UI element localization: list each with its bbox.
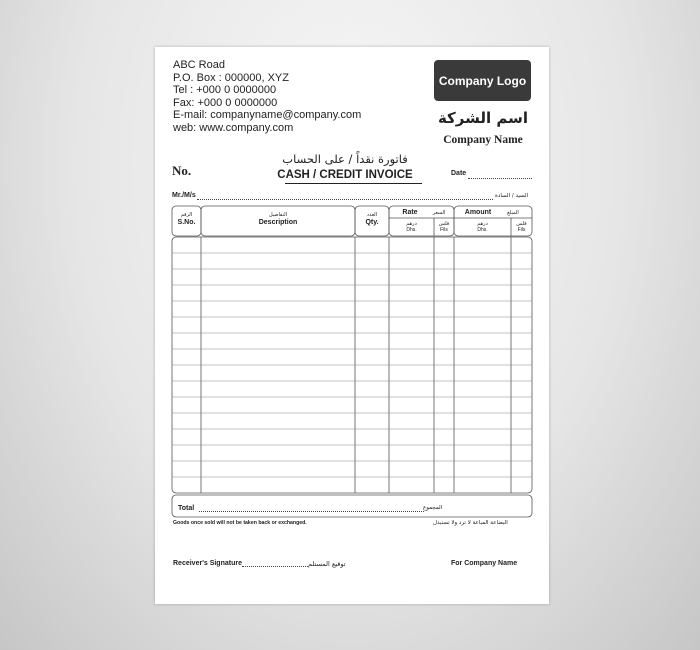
table-row-lines: [172, 253, 532, 477]
col-header-qty: العدد Qty.: [365, 212, 379, 226]
customer-label-arabic: السيد / السادة: [495, 193, 529, 199]
total-field-line: [199, 511, 424, 512]
col-header-amount: Amount: [464, 209, 492, 216]
invoice-sheet: [155, 47, 549, 604]
col-header-description: التفاصيل Description: [258, 212, 298, 226]
col-header-rate: Rate: [402, 209, 418, 216]
invoice-title: CASH / CREDIT INVOICE: [277, 169, 413, 181]
receiver-signature-arabic: توقيع المستلم: [308, 560, 346, 568]
for-company-label: For Company Name: [451, 560, 518, 567]
company-name: Company Name: [443, 134, 523, 146]
total-label: Total: [178, 505, 195, 512]
date-label: Date: [451, 170, 467, 177]
company-logo-text: Company Logo: [438, 73, 527, 88]
company-name-arabic: اسم الشركة: [437, 109, 529, 127]
address-line: Tel : +000 0 0000000: [173, 84, 277, 97]
invoice-number-label: No.: [172, 163, 192, 178]
address-line: E-mail: companyname@company.com: [173, 109, 362, 122]
invoice-title-arabic: فاتورة نقداً / على الحساب: [282, 152, 408, 166]
address-line: ABC Road: [173, 59, 225, 71]
address-line: P.O. Box : 000000, XYZ: [173, 71, 289, 84]
rate-fils-header: فلس Fils: [438, 221, 450, 233]
amount-dhs-header: درهم Dhs.: [477, 221, 488, 233]
total-label-arabic: المجموع: [423, 505, 443, 511]
goods-note: Goods once sold will not be taken back or exchanged.: [173, 520, 307, 526]
col-header-amount-arabic: المبلغ: [507, 210, 519, 216]
goods-note-arabic: البضاعة المباعة لا ترد ولا تستبدل: [433, 520, 508, 526]
address-line: Fax: +000 0 0000000: [173, 96, 278, 109]
amount-fils-header: فلس Fils: [516, 221, 527, 233]
col-header-rate-arabic: السعر: [432, 210, 446, 216]
col-header-sno: الرقم S.No.: [177, 212, 196, 226]
total-box: [172, 495, 532, 517]
invoice-table-frame: [155, 47, 549, 527]
receiver-signature-line: [242, 566, 308, 567]
receiver-signature-label: Receiver's Signature: [173, 560, 242, 567]
address-line: web: www.company.com: [173, 121, 294, 134]
customer-label: Mr./M/s: [172, 192, 196, 199]
rate-dhs-header: درهم Dhs.: [406, 221, 417, 233]
